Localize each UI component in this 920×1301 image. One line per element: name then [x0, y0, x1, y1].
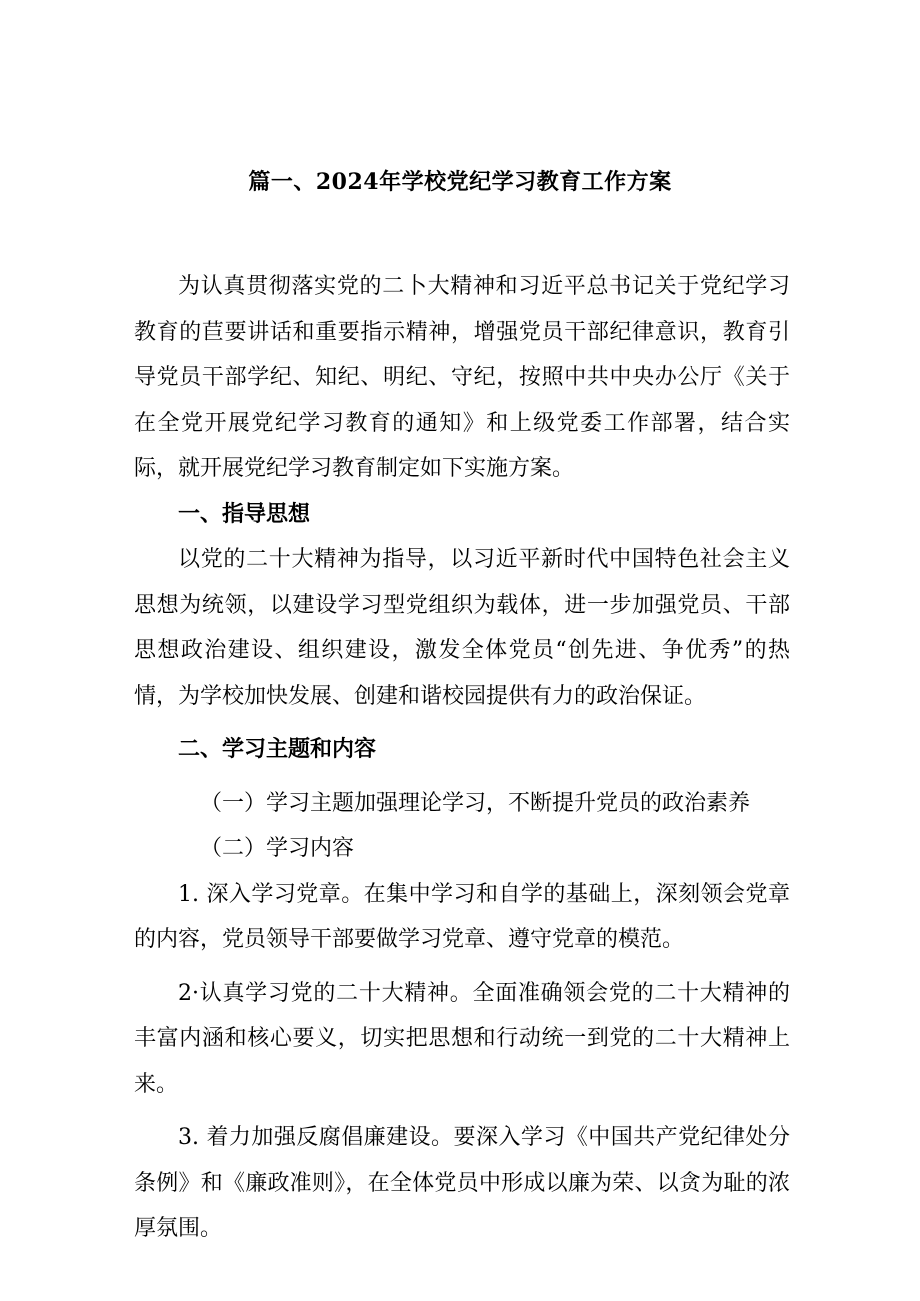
- study-item-3: 3. 着力加强反腐倡廉建设。要深入学习《中国共产党纪律处分条例》和《廉政准则》，在全体党员中形成以廉为荣、以贪为耻的浓厚氛围。: [134, 1125, 790, 1241]
- document-body: [134, 264, 790, 1252]
- study-item-1: 1. 深入学习党章。在集中学习和自学的基础上，深刻领会党章的内容，党员领导干部要做学习党章、遵守党章的模范。: [134, 881, 790, 952]
- guiding-ideology-paragraph: 以党的二十大精神为指导，以习近平新时代中国特色社会主义思想为统领，以建设学习型党组织为载体，进一步加强党员、干部思想政治建设、组织建设，激发全体党员“创先进、争优秀”的热情，为学校加快发展、创建和谐校园提供有力的政治保证。: [134, 547, 790, 709]
- section-heading-guiding-ideology: 一、指导思想: [178, 500, 311, 527]
- study-item-2: 2·认真学习党的二十大精神。全面准确领会党的二十大精神的丰富内涵和核心要义，切实把思想和行动统一到党的二十大精神上来。: [134, 980, 790, 1097]
- subsection-study-theme: （一）学习主题加强理论学习，不断提升党员的政治素养: [200, 790, 751, 816]
- document-title: 篇一、2024年学校党纪学习教育工作方案: [248, 169, 672, 195]
- subsection-study-content: （二）学习内容: [200, 836, 355, 861]
- section-heading-study-theme: 二、学习主题和内容: [178, 736, 377, 762]
- intro-paragraph: 为认真贯彻落实党的二卜大精神和习近平总书记关于党纪学习教育的苣要讲话和重要指示精神，增强党员干部纪律意识，教育引导党员干部学纪、知纪、明纪、守纪，按照中共中央办公厅《关于在全党开展党纪学习教育的通知》和上级党委工作部署，结合实际，就开展党纪学习教育制定如下实施方案。: [134, 274, 790, 481]
